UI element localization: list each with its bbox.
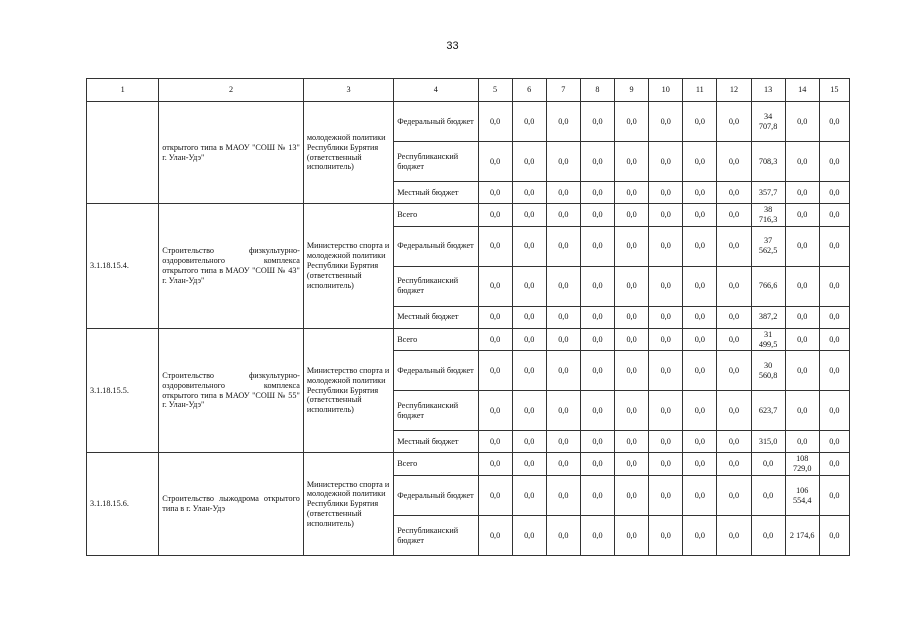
value-cell: 0,0 [546, 476, 580, 516]
value-cell: 0,0 [649, 142, 683, 182]
value-cell: 0,0 [819, 142, 849, 182]
value-cell: 0,0 [478, 476, 512, 516]
value-cell: 0,0 [478, 226, 512, 266]
value-cell: 0,0 [512, 391, 546, 431]
value-cell: 0,0 [512, 328, 546, 351]
value-cell: 0,0 [478, 142, 512, 182]
value-cell: 0,0 [649, 351, 683, 391]
value-cell: 0,0 [649, 266, 683, 306]
value-cell: 0,0 [478, 306, 512, 328]
column-header: 13 [751, 79, 785, 102]
value-cell: 0,0 [717, 226, 751, 266]
value-cell: 0,0 [785, 204, 819, 227]
header-row [87, 79, 850, 102]
column-header: 5 [478, 79, 512, 102]
value-cell: 0,0 [512, 431, 546, 453]
value-cell: 0,0 [649, 516, 683, 556]
value-cell: 30 560,8 [751, 351, 785, 391]
value-cell: 0,0 [649, 453, 683, 476]
value-cell: 0,0 [785, 431, 819, 453]
measure-code: 3.1.18.15.5. [87, 328, 159, 453]
value-cell: 0,0 [512, 516, 546, 556]
column-header: 14 [785, 79, 819, 102]
column-header: 3 [303, 79, 393, 102]
value-cell: 0,0 [580, 142, 614, 182]
value-cell: 0,0 [717, 328, 751, 351]
value-cell: 0,0 [683, 142, 717, 182]
funding-source: Федеральный бюджет [394, 226, 478, 266]
value-cell: 0,0 [819, 226, 849, 266]
value-cell: 0,0 [683, 391, 717, 431]
funding-source: Республиканский бюджет [394, 516, 478, 556]
value-cell: 0,0 [717, 142, 751, 182]
value-cell: 0,0 [649, 431, 683, 453]
executor-cell: Министерство спорта и молодежной политики Республики Бурятия (ответственный исполнитель) [303, 328, 393, 453]
value-cell: 0,0 [785, 102, 819, 142]
value-cell: 0,0 [478, 266, 512, 306]
value-cell: 0,0 [615, 328, 649, 351]
value-cell: 0,0 [649, 182, 683, 204]
value-cell: 0,0 [615, 453, 649, 476]
funding-source: Республиканский бюджет [394, 142, 478, 182]
page-number: 33 [446, 40, 459, 52]
measure-code: 3.1.18.15.4. [87, 204, 159, 329]
funding-source: Федеральный бюджет [394, 102, 478, 142]
value-cell: 357,7 [751, 182, 785, 204]
value-cell: 0,0 [580, 182, 614, 204]
value-cell: 0,0 [478, 391, 512, 431]
value-cell: 0,0 [478, 328, 512, 351]
value-cell: 0,0 [819, 328, 849, 351]
value-cell: 0,0 [717, 102, 751, 142]
value-cell: 0,0 [683, 516, 717, 556]
value-cell: 0,0 [649, 476, 683, 516]
column-header: 12 [717, 79, 751, 102]
value-cell: 0,0 [717, 453, 751, 476]
value-cell: 0,0 [478, 516, 512, 556]
value-cell: 0,0 [512, 453, 546, 476]
value-cell: 0,0 [649, 102, 683, 142]
value-cell: 0,0 [819, 431, 849, 453]
value-cell: 0,0 [615, 102, 649, 142]
value-cell: 708,3 [751, 142, 785, 182]
value-cell: 0,0 [717, 516, 751, 556]
value-cell: 0,0 [615, 142, 649, 182]
column-header: 7 [546, 79, 580, 102]
value-cell: 0,0 [478, 351, 512, 391]
value-cell: 0,0 [819, 102, 849, 142]
value-cell: 0,0 [819, 391, 849, 431]
funding-source: Всего [394, 328, 478, 351]
value-cell: 0,0 [580, 266, 614, 306]
value-cell: 0,0 [512, 306, 546, 328]
value-cell: 0,0 [546, 204, 580, 227]
value-cell: 0,0 [615, 226, 649, 266]
value-cell: 0,0 [819, 516, 849, 556]
value-cell: 0,0 [478, 453, 512, 476]
column-header: 8 [580, 79, 614, 102]
value-cell: 0,0 [546, 391, 580, 431]
value-cell: 0,0 [717, 476, 751, 516]
value-cell: 0,0 [751, 453, 785, 476]
value-cell: 0,0 [580, 431, 614, 453]
executor-cell: молодежной политики Республики Бурятия (ответственный исполнитель) [303, 102, 393, 204]
value-cell: 766,6 [751, 266, 785, 306]
value-cell: 0,0 [649, 226, 683, 266]
value-cell: 106 554,4 [785, 476, 819, 516]
value-cell: 0,0 [580, 328, 614, 351]
value-cell: 0,0 [785, 306, 819, 328]
measure-name: Строительство физкультурно-оздоровительного комплекса открытого типа в МАОУ "СОШ № 43" г. Улан-Удэ" [159, 204, 304, 329]
value-cell: 0,0 [546, 142, 580, 182]
value-cell: 0,0 [785, 391, 819, 431]
value-cell: 0,0 [649, 306, 683, 328]
value-cell: 0,0 [580, 391, 614, 431]
value-cell: 0,0 [615, 306, 649, 328]
funding-source: Федеральный бюджет [394, 351, 478, 391]
value-cell: 108 729,0 [785, 453, 819, 476]
value-cell: 0,0 [546, 182, 580, 204]
column-header: 10 [649, 79, 683, 102]
column-header: 4 [394, 79, 478, 102]
value-cell: 0,0 [683, 351, 717, 391]
value-cell: 0,0 [819, 182, 849, 204]
value-cell: 0,0 [819, 204, 849, 227]
value-cell: 0,0 [478, 431, 512, 453]
column-header: 11 [683, 79, 717, 102]
value-cell: 0,0 [615, 266, 649, 306]
value-cell: 0,0 [478, 204, 512, 227]
value-cell: 2 174,6 [785, 516, 819, 556]
measure-name: Строительство физкультурно-оздоровительного комплекса открытого типа в МАОУ "СОШ № 55" г. Улан-Удэ" [159, 328, 304, 453]
value-cell: 0,0 [615, 351, 649, 391]
value-cell: 0,0 [580, 351, 614, 391]
value-cell: 0,0 [615, 431, 649, 453]
executor-cell: Министерство спорта и молодежной политики Республики Бурятия (ответственный исполнитель) [303, 204, 393, 329]
value-cell: 0,0 [512, 266, 546, 306]
value-cell: 0,0 [751, 476, 785, 516]
measure-name: Строительство лыжодрома открытого типа в г. Улан-Удэ [159, 453, 304, 556]
funding-source: Местный бюджет [394, 306, 478, 328]
value-cell: 0,0 [512, 351, 546, 391]
value-cell: 0,0 [580, 453, 614, 476]
value-cell: 0,0 [512, 182, 546, 204]
value-cell: 0,0 [683, 204, 717, 227]
value-cell: 34 707,8 [751, 102, 785, 142]
value-cell: 0,0 [785, 226, 819, 266]
value-cell: 0,0 [546, 266, 580, 306]
table-row [87, 453, 850, 476]
value-cell: 0,0 [512, 204, 546, 227]
value-cell: 0,0 [649, 204, 683, 227]
value-cell: 0,0 [683, 266, 717, 306]
value-cell: 0,0 [785, 351, 819, 391]
funding-source: Местный бюджет [394, 182, 478, 204]
value-cell: 623,7 [751, 391, 785, 431]
value-cell: 0,0 [546, 306, 580, 328]
executor-cell: Министерство спорта и молодежной политики Республики Бурятия (ответственный исполнитель) [303, 453, 393, 556]
funding-source: Местный бюджет [394, 431, 478, 453]
value-cell: 0,0 [683, 306, 717, 328]
value-cell: 0,0 [580, 226, 614, 266]
value-cell: 0,0 [580, 476, 614, 516]
value-cell: 0,0 [580, 204, 614, 227]
value-cell: 0,0 [615, 391, 649, 431]
value-cell: 0,0 [785, 266, 819, 306]
value-cell: 0,0 [717, 431, 751, 453]
value-cell: 0,0 [546, 516, 580, 556]
value-cell: 0,0 [819, 306, 849, 328]
funding-source: Федеральный бюджет [394, 476, 478, 516]
value-cell: 0,0 [785, 142, 819, 182]
value-cell: 0,0 [615, 516, 649, 556]
value-cell: 0,0 [580, 102, 614, 142]
value-cell: 0,0 [683, 226, 717, 266]
value-cell: 0,0 [546, 431, 580, 453]
column-header: 9 [615, 79, 649, 102]
funding-source: Всего [394, 453, 478, 476]
value-cell: 0,0 [615, 182, 649, 204]
value-cell: 0,0 [478, 182, 512, 204]
table-row [87, 102, 850, 142]
value-cell: 0,0 [546, 351, 580, 391]
value-cell: 0,0 [751, 516, 785, 556]
value-cell: 0,0 [717, 351, 751, 391]
value-cell: 0,0 [717, 204, 751, 227]
value-cell: 0,0 [512, 476, 546, 516]
value-cell: 0,0 [819, 351, 849, 391]
value-cell: 0,0 [683, 453, 717, 476]
value-cell: 0,0 [683, 431, 717, 453]
value-cell: 0,0 [649, 328, 683, 351]
funding-source: Всего [394, 204, 478, 227]
value-cell: 0,0 [546, 226, 580, 266]
value-cell: 0,0 [683, 328, 717, 351]
measure-code [87, 102, 159, 204]
value-cell: 0,0 [717, 266, 751, 306]
value-cell: 0,0 [683, 182, 717, 204]
funding-source: Республиканский бюджет [394, 391, 478, 431]
value-cell: 0,0 [717, 306, 751, 328]
value-cell: 0,0 [785, 328, 819, 351]
value-cell: 0,0 [546, 102, 580, 142]
value-cell: 0,0 [683, 102, 717, 142]
value-cell: 0,0 [546, 453, 580, 476]
value-cell: 0,0 [683, 476, 717, 516]
funding-source: Республиканский бюджет [394, 266, 478, 306]
program-table [86, 78, 850, 556]
value-cell: 0,0 [717, 182, 751, 204]
value-cell: 0,0 [580, 516, 614, 556]
value-cell: 38 716,3 [751, 204, 785, 227]
column-header: 1 [87, 79, 159, 102]
value-cell: 0,0 [785, 182, 819, 204]
value-cell: 0,0 [819, 453, 849, 476]
table-row [87, 204, 850, 227]
column-header: 2 [159, 79, 304, 102]
value-cell: 315,0 [751, 431, 785, 453]
value-cell: 0,0 [512, 142, 546, 182]
column-header: 15 [819, 79, 849, 102]
value-cell: 0,0 [819, 476, 849, 516]
value-cell: 0,0 [819, 266, 849, 306]
value-cell: 0,0 [580, 306, 614, 328]
value-cell: 0,0 [615, 204, 649, 227]
table-body [87, 102, 850, 556]
measure-code: 3.1.18.15.6. [87, 453, 159, 556]
measure-name: открытого типа в МАОУ "СОШ № 13" г. Улан-Удэ" [159, 102, 304, 204]
value-cell: 37 562,5 [751, 226, 785, 266]
column-header: 6 [512, 79, 546, 102]
value-cell: 0,0 [512, 102, 546, 142]
value-cell: 0,0 [717, 391, 751, 431]
value-cell: 31 499,5 [751, 328, 785, 351]
value-cell: 0,0 [478, 102, 512, 142]
table-header [87, 79, 850, 102]
value-cell: 387,2 [751, 306, 785, 328]
table-row [87, 328, 850, 351]
value-cell: 0,0 [546, 328, 580, 351]
value-cell: 0,0 [512, 226, 546, 266]
value-cell: 0,0 [615, 476, 649, 516]
value-cell: 0,0 [649, 391, 683, 431]
